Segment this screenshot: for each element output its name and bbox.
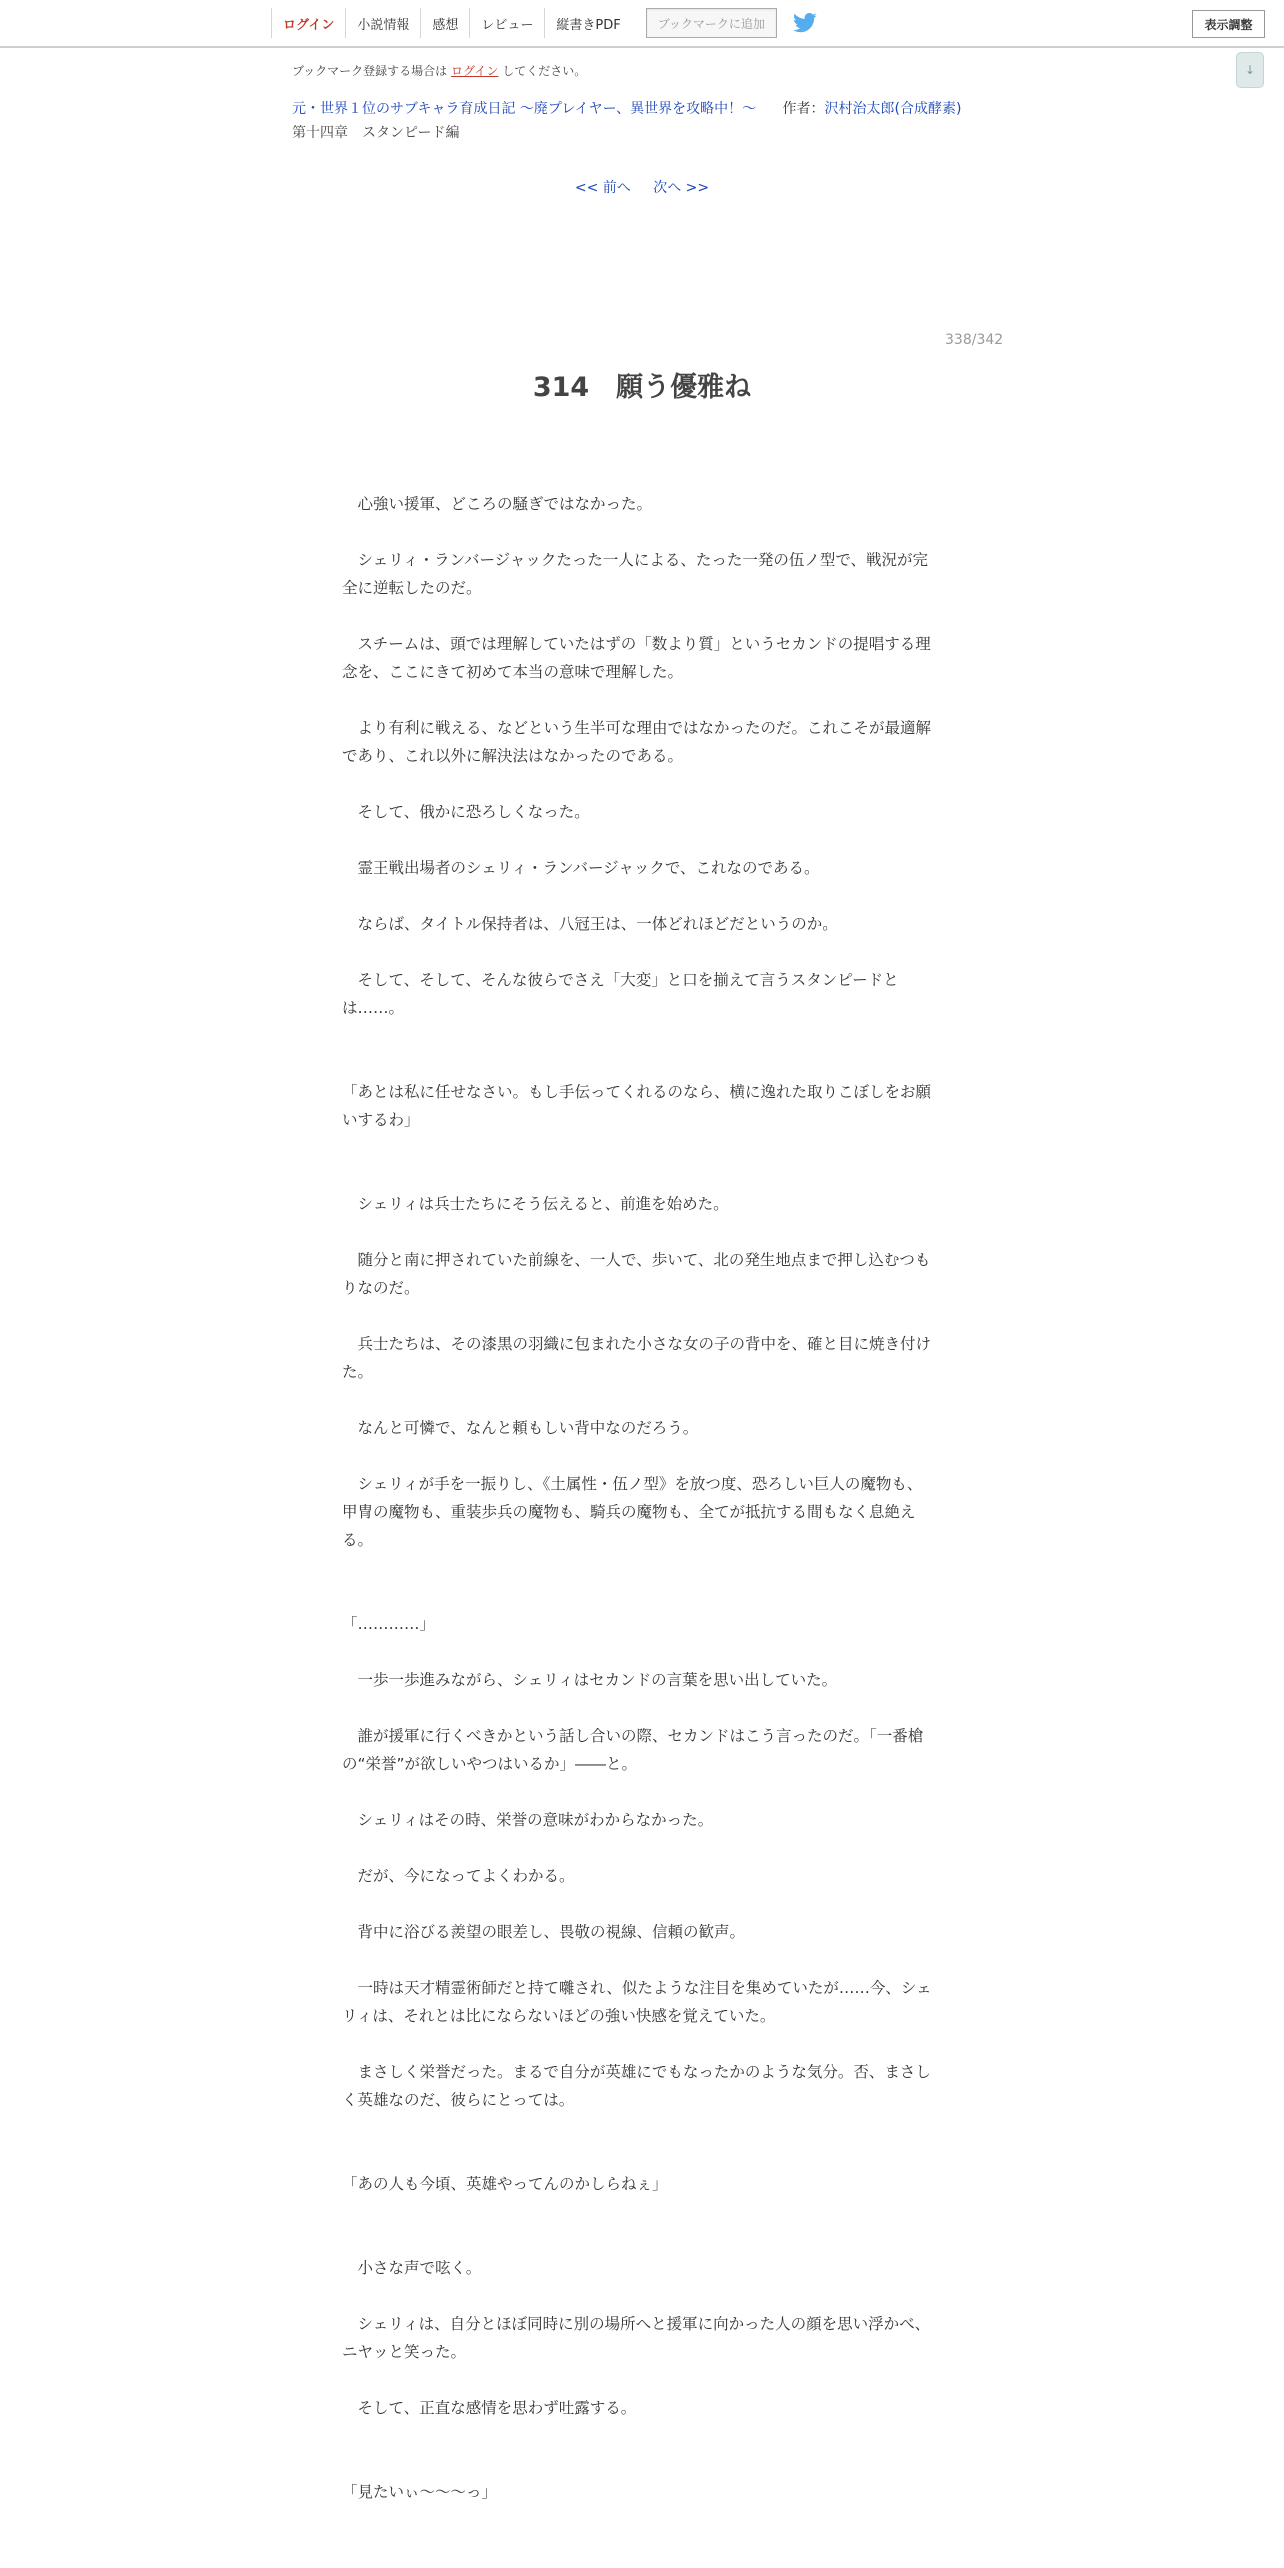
top-header — [0, 0, 1284, 48]
paragraph: そして、俄かに恐ろしくなった。 — [342, 803, 590, 821]
bookmark-note-text-end: してください。 — [502, 64, 587, 78]
paragraph: 誰が援軍に行くべきかという話し合いの際、セカンドはこう言ったのだ。「一番槍の“栄誉”が欲しいやつはいるか」――と。 — [342, 1727, 924, 1773]
nav-novel-info[interactable]: 小説情報 — [345, 8, 420, 38]
paragraph: そして、正直な感情を思わず吐露する。 — [342, 2399, 637, 2417]
add-bookmark-button[interactable]: ブックマークに追加 — [646, 8, 777, 38]
paragraph: 心強い援軍、どころの騒ぎではなかった。 — [342, 495, 653, 513]
paragraph: より有利に戦える、などという生半可な理由ではなかったのだ。これこそが最適解であり、これ以外に解決法はなかったのである。 — [342, 719, 932, 765]
paragraph: ならば、タイトル保持者は、八冠王は、一体どれほどだというのか。 — [342, 915, 838, 933]
twitter-bird-icon[interactable] — [793, 12, 819, 34]
paragraph: 小さな声で呟く。 — [342, 2259, 482, 2277]
next-episode-link[interactable]: 次へ >> — [653, 180, 710, 196]
episode-title: 314 願う優雅ね — [532, 372, 752, 403]
dialogue: 「あとは私に任せなさい。もし手伝ってくれるのなら、横に逸れた取りこぼしをお願いするわ」 — [342, 1083, 932, 1129]
nav-impressions[interactable]: 感想 — [420, 8, 469, 38]
bookmark-note-login-link[interactable]: ログイン — [451, 64, 499, 78]
dialogue: 「…………」 — [342, 1615, 436, 1633]
episode-page-count: 338/342 — [945, 332, 1004, 348]
scroll-down-button[interactable]: ↓ — [1236, 52, 1264, 88]
series-info — [292, 98, 961, 118]
series-title-link[interactable]: 元・世界１位のサブキャラ育成日記 ～廃プレイヤー、異世界を攻略中！～ — [292, 101, 757, 117]
dialogue: 「見たいぃ～～～っ」 — [342, 2483, 498, 2501]
display-settings-button[interactable]: 表示調整 — [1192, 10, 1265, 38]
paragraph: シェリィはその時、栄誉の意味がわからなかった。 — [342, 1811, 714, 1829]
paragraph: 霊王戦出場者のシェリィ・ランバージャックで、これなのである。 — [342, 859, 820, 877]
prev-episode-link[interactable]: << 前へ — [574, 180, 631, 196]
paragraph: 随分と南に押されていた前線を、一人で、歩いて、北の発生地点まで押し込むつもりなのだ。 — [342, 1251, 931, 1297]
nav-vertical-pdf[interactable]: 縦書きPDF — [544, 8, 631, 38]
paragraph: シェリィは兵士たちにそう伝えると、前進を始めた。 — [342, 1195, 729, 1213]
paragraph: 兵士たちは、その漆黒の羽織に包まれた小さな女の子の背中を、確と目に焼き付けた。 — [342, 1335, 932, 1381]
nav-login[interactable]: ログイン — [271, 8, 345, 38]
paragraph: なんと可憐で、なんと頼もしい背中なのだろう。 — [342, 1419, 699, 1437]
episode-pager — [0, 177, 1284, 197]
paragraph: だが、今になってよくわかる。 — [342, 1867, 575, 1885]
paragraph: 一時は天才精霊術師だと持て囃され、似たような注目を集めていたが……今、シェリィは、それとは比にならないほどの強い快感を覚えていた。 — [342, 1979, 932, 2025]
paragraph: 背中に浴びる羨望の眼差し、畏敬の視線、信頼の歓声。 — [342, 1923, 746, 1941]
paragraph: シェリィが手を一振りし、《土属性・伍ノ型》を放つ度、恐ろしい巨人の魔物も、甲冑の魔物も、重装歩兵の魔物も、騎兵の魔物も、全てが抵抗する間もなく息絶える。 — [342, 1475, 923, 1549]
chapter-title: 第十四章 スタンピード編 — [292, 125, 460, 141]
author-link[interactable]: 沢村治太郎(合成酵素) — [824, 101, 962, 117]
dialogue: 「あの人も今頃、英雄やってんのかしらねぇ」 — [342, 2175, 668, 2193]
paragraph: スチームは、頭では理解していたはずの「数より質」というセカンドの提唱する理念を、ここにきて初めて本当の意味で理解した。 — [342, 635, 931, 681]
paragraph: そして、そして、そんな彼らでさえ「大変」と口を揃えて言うスタンピードとは……。 — [342, 971, 899, 1017]
bookmark-note-text: ブックマーク登録する場合は — [292, 64, 448, 78]
author-label: 作者： — [782, 101, 825, 117]
novel-body — [342, 490, 936, 2506]
paragraph: 一歩一歩進みながら、シェリィはセカンドの言葉を思い出していた。 — [342, 1671, 838, 1689]
paragraph: シェリィ・ランバージャックたった一人による、たった一発の伍ノ型で、戦況が完全に逆転したのだ。 — [342, 551, 929, 597]
paragraph: シェリィは、自分とほぼ同時に別の場所へと援軍に向かった人の顔を思い浮かべ、ニヤッと笑った。 — [342, 2315, 931, 2361]
paragraph: まさしく栄誉だった。まるで自分が英雄にでもなったかのような気分。否、まさしく英雄なのだ、彼らにとっては。 — [342, 2063, 931, 2109]
main-nav — [271, 0, 819, 46]
bookmark-login-note — [292, 62, 586, 79]
nav-review[interactable]: レビュー — [469, 8, 544, 38]
